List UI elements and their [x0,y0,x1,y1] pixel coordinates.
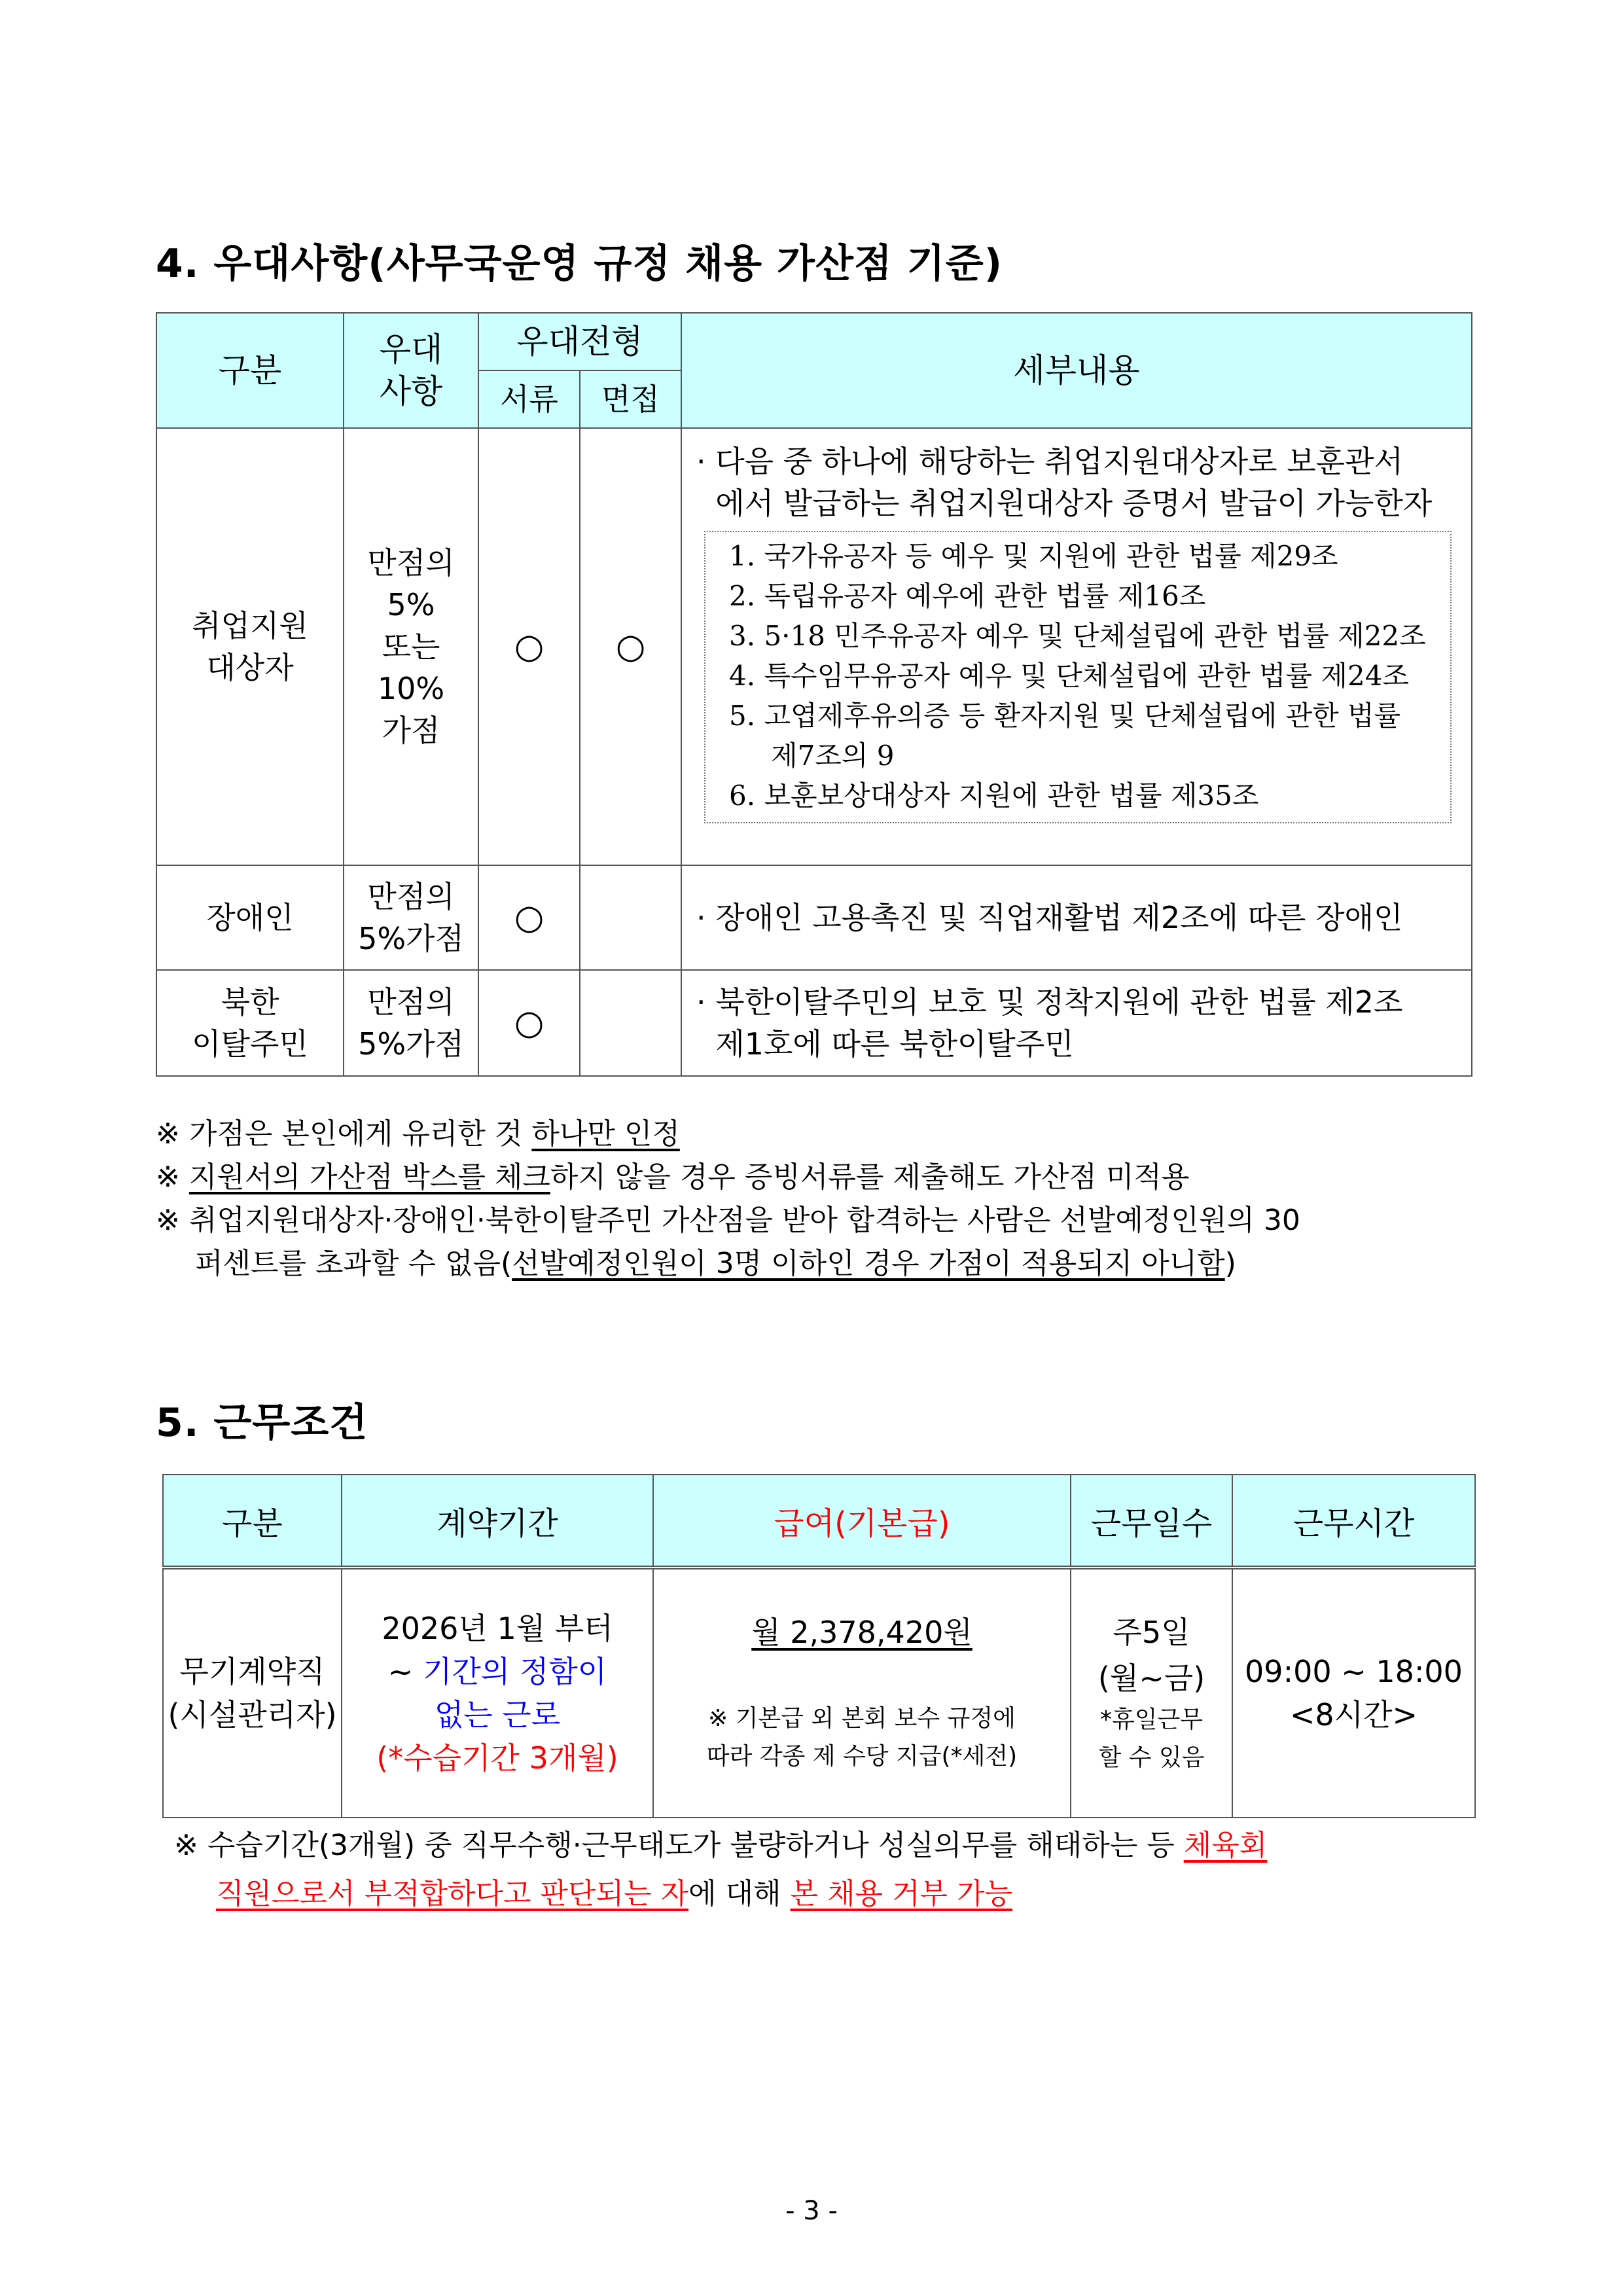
documents-mark: ○ [478,865,580,970]
interview-mark: ○ [580,428,681,865]
note-text: ) [1224,1247,1236,1280]
row-detail: · 북한이탈주민의 보호 및 정착지원에 관한 법률 제2조 제1호에 따른 북한이탈주민 [681,970,1472,1076]
detail-intro: · 다음 중 하나에 해당하는 취업지원대상자로 보훈관서 에서 발급하는 취업지원대상자 증명서 발급이 가능한자 [696,444,1433,521]
header-category: 구분 [163,1475,342,1568]
row-days [1071,1568,1232,1818]
salary-amount: 월 2,378,420원 [751,1615,972,1650]
contract-text: ~ [387,1654,423,1689]
row-benefit: 만점의 5%가점 [344,865,478,970]
note-text: 에 대해 [688,1877,791,1910]
row-category: 무기계약직 (시설관리자) [163,1568,342,1818]
contract-term [342,1650,652,1693]
preference-table [156,312,1472,1077]
table-row [156,865,1472,970]
days-main: 주5일 (월~금) [1097,1615,1205,1696]
note-underline: 하나만 인정 [531,1117,680,1151]
note-text: ※ 가점은 본인에게 유리한 것 [156,1117,532,1151]
row-hours [1232,1568,1475,1818]
hours-main: 09:00 ~ 18:00 [1245,1654,1463,1689]
law-item: 6. 보훈보상대상자 지원에 관한 법률 제35조 [729,780,1259,812]
row-category: 북한 이탈주민 [156,970,344,1076]
header-category: 구분 [156,313,344,428]
row-category: 취업지원 대상자 [156,428,344,865]
row-contract [342,1568,653,1818]
law-list [704,531,1452,823]
work-conditions-table [162,1474,1476,1818]
note-red: 체육회 [1183,1829,1268,1862]
header-hours: 근무시간 [1232,1475,1475,1568]
header-days: 근무일수 [1071,1475,1232,1568]
note-3-cont [156,1242,1478,1285]
law-item: 3. 5·18 민주유공자 예우 및 단체설립에 관한 법률 제22조 [729,620,1426,652]
hours-note: <8시간> [1289,1697,1418,1732]
note-text: ※ 수습기간(3개월) 중 직무수행·근무태도가 불량하거나 성실의무를 해태하는 등 [174,1829,1184,1862]
row-benefit: 만점의 5% 또는 10% 가점 [344,428,478,865]
contract-indefinite: 없는 근로 [434,1697,561,1732]
row-salary [653,1568,1071,1818]
salary-note: ※ 기본급 외 본회 보수 규정에 따라 각종 제 수당 지급(*세전) [706,1705,1018,1770]
header-documents: 서류 [478,370,580,428]
interview-mark [580,865,681,970]
header-salary: 급여(기본급) [653,1475,1071,1568]
interview-mark [580,970,681,1076]
contract-start: 2026년 1월 부터 [382,1611,613,1646]
note-text: 하지 않을 경우 증빙서류를 제출해도 가산점 미적용 [550,1160,1190,1194]
row-category: 장애인 [156,865,344,970]
table-row [156,970,1472,1076]
section-5-title: 5. 근무조건 [156,1400,368,1446]
header-stage: 우대전형 [478,313,681,370]
law-item: 5. 고엽제후유의증 등 환자지원 및 단체설립에 관한 법률 [729,700,1401,732]
note-text: ※ [156,1160,189,1194]
note-text: 퍼센트를 초과할 수 없음( [195,1247,512,1280]
row-benefit: 만점의 5%가점 [344,970,478,1076]
note-underline: 선발예정인원이 3명 이하인 경우 가점이 적용되지 아니함 [512,1247,1225,1280]
law-item: 4. 특수임무유공자 예우 및 단체설립에 관한 법률 제24조 [729,660,1409,692]
page-number: - 3 - [785,2196,838,2226]
table-row [163,1568,1475,1818]
note-red: 본 채용 거부 가능 [790,1877,1013,1910]
header-interview: 면접 [580,370,681,428]
section-4-title: 4. 우대사항(사무국운영 규정 채용 가산점 기준) [156,241,1003,287]
note-line-2 [156,1870,1478,1918]
note-red: 직원으로서 부적합하다고 판단되는 자 [216,1877,689,1910]
law-item: 1. 국가유공자 등 예우 및 지원에 관한 법률 제29조 [729,540,1338,572]
section-4-notes [156,1113,1478,1285]
documents-mark: ○ [478,970,580,1076]
contract-text-blue: 기간의 정함이 [422,1654,607,1689]
row-detail: · 장애인 고용촉진 및 직업재활법 제2조에 따른 장애인 [681,865,1472,970]
note-3: ※ 취업지원대상자·장애인·북한이탈주민 가산점을 받아 합격하는 사람은 선발예정인원의 30 [156,1204,1300,1237]
law-item: 2. 독립유공자 예우에 관한 법률 제16조 [729,580,1206,612]
header-contract: 계약기간 [342,1475,653,1568]
days-note: *휴일근무 할 수 있음 [1098,1706,1205,1771]
header-details: 세부내용 [681,313,1472,428]
law-item: 제7조의 9 [771,740,895,772]
table-row [156,428,1472,865]
probation-period: (*수습기간 3개월) [376,1740,618,1776]
note-1 [156,1113,1478,1156]
note-line-1 [156,1821,1478,1870]
row-detail [681,428,1472,865]
header-benefit: 우대 사항 [344,313,478,428]
note-underline: 지원서의 가산점 박스를 체크 [188,1160,550,1194]
section-5-note [156,1821,1478,1918]
note-2 [156,1156,1478,1199]
documents-mark: ○ [478,428,580,865]
